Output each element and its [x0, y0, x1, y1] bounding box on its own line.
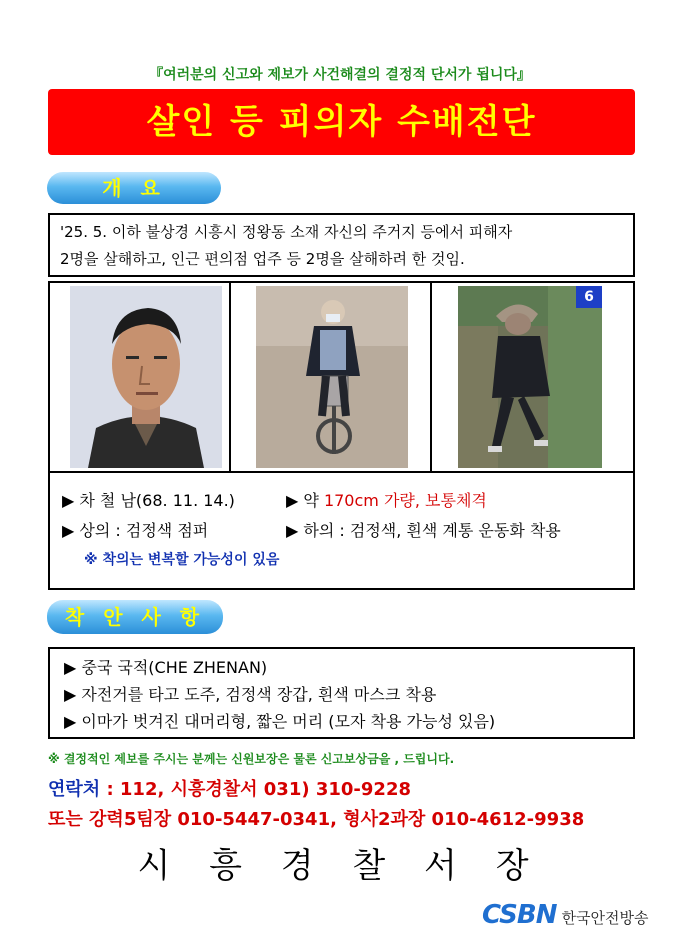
overview-label: 개 요: [47, 172, 221, 204]
point-item: ▶ 자전거를 타고 도주, 검정색 장갑, 흰색 마스크 착용: [64, 685, 437, 704]
header-note: 『여러분의 신고와 제보가 사건해결의 결정적 단서가 됩니다』: [149, 67, 531, 83]
cctv-walking-photo: [458, 286, 602, 468]
contact-line-1: [48, 775, 411, 801]
logo-text: 한국안전방송: [561, 909, 649, 927]
contact-phone: : 112, 시흥경찰서 031) 310-9228: [100, 779, 411, 800]
cctv-bicycle-photo: [256, 286, 408, 468]
divider: [50, 471, 633, 473]
broadcaster-logo: [482, 900, 649, 930]
overview-line-2: 2명을 살해하고, 인근 편의점 업주 등 2명을 살해하려 한 것임.: [60, 250, 465, 268]
suspect-height-value: 170cm 가량, 보통체격: [323, 491, 487, 510]
contact-line-2: 또는 강력5팀장 010-5447-0341, 형사2과장 010-4612-9938: [48, 809, 585, 830]
suspect-height-prefix: ▶ 약: [286, 491, 324, 510]
suspect-clothing-note: ※ 착의는 변복할 가능성이 있음: [84, 552, 280, 568]
divider: [229, 283, 231, 471]
points-label: 착 안 사 항: [47, 600, 223, 634]
suspect-name: ▶ 차 철 남(68. 11. 14.): [62, 491, 235, 510]
overview-line-1: '25. 5. 이하 불상경 시흥시 정왕동 소재 자신의 주거지 등에서 피해자: [60, 223, 513, 241]
point-item: ▶ 중국 국적(CHE ZHENAN): [64, 658, 268, 677]
suspect-box: [48, 281, 635, 590]
suspect-portrait-photo: [70, 286, 222, 468]
logo-mark: CSBN: [482, 900, 557, 930]
divider: [430, 283, 432, 471]
cctv-number-badge: 6: [576, 286, 602, 308]
footer-title: 시 흥 경 찰 서 장: [137, 846, 543, 886]
suspect-top-wear: ▶ 상의 : 검정색 점퍼: [62, 521, 209, 540]
suspect-bottom-wear: ▶ 하의 : 검정색, 흰색 계통 운동화 착용: [286, 521, 561, 540]
suspect-height: [286, 488, 487, 511]
contact-label: 연락처: [48, 779, 101, 800]
point-item: ▶ 이마가 벗겨진 대머리형, 짧은 머리 (모자 착용 가능성 있음): [64, 712, 496, 731]
reward-note: ※ 결정적인 제보를 주시는 분께는 신원보장은 물론 신고보상금을 , 드립니다.: [48, 752, 455, 766]
points-box: [48, 647, 635, 739]
overview-box: [48, 213, 635, 277]
page-title: 살인 등 피의자 수배전단: [48, 89, 635, 155]
